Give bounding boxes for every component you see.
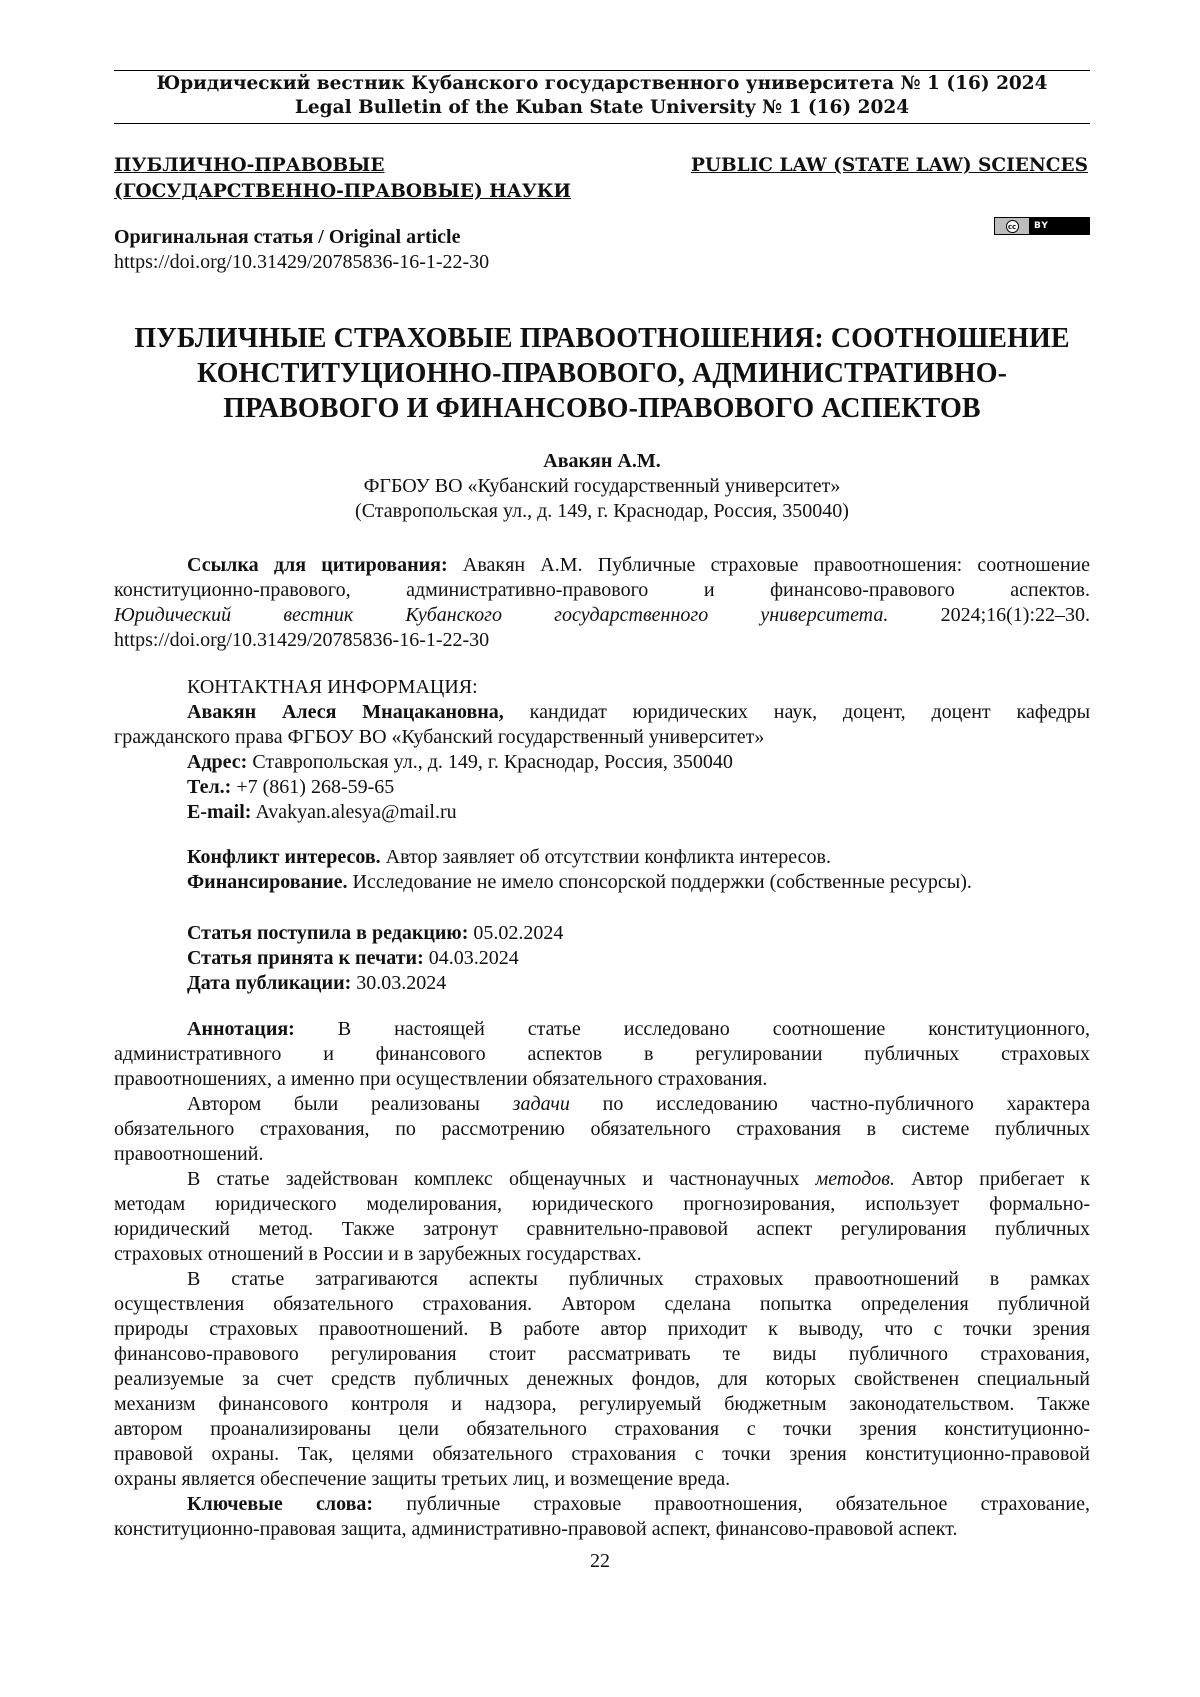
contact-name-line: [114, 700, 1090, 725]
author-address: (Ставропольская ул., д. 149, г. Краснодар, Россия, 350040): [355, 500, 849, 522]
journal-header-ru: Юридический вестник Кубанского государственного университета № 1 (16) 2024: [156, 73, 1048, 94]
abstract-p4-l8: правовой охраны. Так, целями обязательного страхования с точки зрения конституционно-правовой: [114, 1443, 1090, 1465]
contact-heading: КОНТАКТНАЯ ИНФОРМАЦИЯ:: [187, 676, 478, 698]
abstract-p4-l4: финансово-правового регулирования стоит рассматривать те виды публичного страхования,: [114, 1343, 1090, 1365]
abstract-p4-l1: В статье затрагиваются аспекты публичных страховых правоотношений в рамках: [187, 1268, 1090, 1290]
citation-line1-text: Авакян А.М. Публичные страховые правоотношения: соотношение: [462, 554, 1090, 576]
abstract-p3-l1: [114, 1167, 1090, 1192]
keywords-line1-text: публичные страховые правоотношения, обязательное страхование,: [406, 1493, 1090, 1515]
abstract-p4-l2: осуществления обязательного страхования. Автором сделана попытка определения публичной: [114, 1293, 1090, 1315]
abstract-p1-l2: административного и финансового аспектов в регулировании публичных страховых: [114, 1043, 1090, 1065]
abstract-p2-italic: задачи: [512, 1093, 570, 1115]
contact-email[interactable]: Avakyan.alesya@mail.ru: [255, 801, 457, 823]
abstract-p4-l5: реализуемые за счет средств публичных денежных фондов, для которых свойственен специальный: [114, 1368, 1090, 1390]
abstract-p3-l4: страховых отношений в России и в зарубежных государствах.: [114, 1243, 642, 1265]
abstract-label: Аннотация:: [187, 1018, 295, 1040]
abstract-p2-l1: [114, 1092, 1090, 1117]
abstract-p2-l1b: по исследованию частно-публичного характера: [602, 1093, 1091, 1115]
contact-name: Авакян Алеся Мнацакановна,: [187, 701, 504, 723]
citation-line2: конституционно-правового, административно-правового и финансово-правового аспектов.: [114, 579, 1090, 601]
header-bottom-rule: [114, 123, 1090, 124]
citation-line3: [114, 603, 1090, 628]
abstract-block: [114, 1017, 1090, 1542]
abstract-p2-l1a: Автором были реализованы: [187, 1093, 480, 1115]
conflict-line: [114, 845, 1090, 870]
citation-block: [114, 553, 1090, 653]
abstract-p2-l3: правоотношений.: [114, 1143, 264, 1165]
page-number: 22: [590, 1550, 610, 1572]
contact-phone-label: Тел.:: [187, 776, 232, 798]
published-line: [114, 971, 1090, 996]
title-line1: ПУБЛИЧНЫЕ СТРАХОВЫЕ ПРАВООТНОШЕНИЯ: СООТНОШЕНИЕ: [134, 323, 1070, 354]
title-line3: ПРАВОВОГО И ФИНАНСОВО-ПРАВОВОГО АСПЕКТОВ: [223, 393, 981, 424]
contact-block: [114, 675, 1090, 825]
dates-block: [114, 921, 1090, 996]
funding-line: [114, 870, 1090, 895]
contact-position-2: гражданского права ФГБОУ ВО «Кубанский государственный университет»: [114, 726, 765, 748]
accepted-date: 04.03.2024: [428, 947, 519, 969]
contact-phone-line: [114, 775, 1090, 800]
section-title-en: PUBLIC LAW (STATE LAW) SCIENCES: [690, 155, 1088, 176]
section-title-ru: [114, 153, 634, 205]
article-title: [114, 321, 1090, 426]
citation-label: Ссылка для цитирования:: [187, 554, 448, 576]
contact-phone: +7 (861) 268-59-65: [236, 776, 395, 798]
citation-journal: Юридический вестник Кубанского государственного университета.: [114, 604, 889, 626]
keywords-line1: [114, 1492, 1090, 1517]
cc-logo-area: [995, 218, 1029, 234]
abstract-p4-l3: природы страховых правоотношений. В работе автор приходит к выводу, что с точки зрения: [114, 1318, 1090, 1340]
funding-label: Финансирование.: [187, 871, 348, 893]
published-date: 30.03.2024: [356, 972, 447, 994]
abstract-p1-l3: правоотношениях, а именно при осуществлении обязательного страхования.: [114, 1068, 768, 1090]
accepted-label: Статья принята к печати:: [187, 947, 424, 969]
contact-address-label: Адрес:: [187, 751, 248, 773]
contact-address: Ставропольская ул., д. 149, г. Краснодар, Россия, 350040: [252, 751, 733, 773]
received-date: 05.02.2024: [473, 922, 564, 944]
contact-email-line: [114, 800, 1090, 825]
abstract-p3-l2: методам юридического моделирования, юридического прогнозирования, использует формально-: [114, 1193, 1090, 1215]
keywords-line2: конституционно-правовая защита, административно-правовой аспект, финансово-правовой аспект.: [114, 1518, 958, 1540]
contact-address-line: [114, 750, 1090, 775]
funding-text: Исследование не имело спонсорской поддержки (собственные ресурсы).: [352, 871, 972, 893]
contact-email-label: E-mail:: [187, 801, 252, 823]
disclosures-block: [114, 845, 1090, 895]
abstract-p3-l1b: Автор прибегает к: [911, 1168, 1091, 1190]
header-top-rule: [114, 70, 1090, 71]
abstract-p1-l1: [114, 1017, 1090, 1042]
doi-link[interactable]: https://doi.org/10.31429/20785836-16-1-22-30: [114, 251, 490, 273]
author-name: Авакян А.М.: [543, 450, 661, 472]
conflict-text: Автор заявляет об отсутствии конфликта интересов.: [385, 846, 832, 868]
cc-by-license-badge[interactable]: [994, 217, 1090, 235]
keywords-label: Ключевые слова:: [187, 1493, 374, 1515]
citation-doi[interactable]: https://doi.org/10.31429/20785836-16-1-22-30: [114, 629, 490, 651]
received-label: Статья поступила в редакцию:: [187, 922, 469, 944]
journal-header-en: Legal Bulletin of the Kuban State University № 1 (16) 2024: [294, 97, 910, 118]
abstract-p3-l3: юридический метод. Также затронут сравнительно-правовой аспект регулирования публичных: [114, 1218, 1090, 1240]
abstract-p4-l7: автором проанализированы цели обязательного страхования с точки зрения конституционно-: [114, 1418, 1090, 1440]
cc-by-label: BY: [1034, 221, 1049, 231]
abstract-p3-italic: методов.: [815, 1168, 895, 1190]
citation-line1: [114, 553, 1090, 578]
section-ru-line1: ПУБЛИЧНО-ПРАВОВЫЕ: [114, 155, 385, 176]
abstract-p2-l2: обязательного страхования, по рассмотрению обязательного страхования в системе публичных: [114, 1118, 1090, 1140]
author-affiliation: ФГБОУ ВО «Кубанский государственный университет»: [363, 475, 841, 497]
title-line2: КОНСТИТУЦИОННО-ПРАВОВОГО, АДМИНИСТРАТИВНО-: [196, 358, 1008, 389]
contact-position-1: кандидат юридических наук, доцент, доцент кафедры: [529, 701, 1091, 723]
section-ru-line2: (ГОСУДАРСТВЕННО-ПРАВОВЫЕ) НАУКИ: [114, 181, 572, 202]
abstract-p4-l6: механизм финансового контроля и надзора, регулируемый бюджетным законодательством. Также: [114, 1393, 1090, 1415]
published-label: Дата публикации:: [187, 972, 352, 994]
received-line: [114, 921, 1090, 946]
citation-issue: 2024;16(1):22–30.: [940, 604, 1091, 626]
accepted-line: [114, 946, 1090, 971]
abstract-p4-l9: охраны является обеспечение защиты третьих лиц, и возмещение вреда.: [114, 1468, 731, 1490]
abstract-p3-l1a: В статье задействован комплекс общенаучных и частнонаучных: [187, 1168, 800, 1190]
article-type: Оригинальная статья / Original article: [114, 226, 461, 248]
conflict-label: Конфликт интересов.: [187, 846, 381, 868]
abstract-p1-l1-text: В настоящей статье исследовано соотношение конституционного,: [337, 1018, 1090, 1040]
cc-icon: cc: [1006, 220, 1019, 233]
